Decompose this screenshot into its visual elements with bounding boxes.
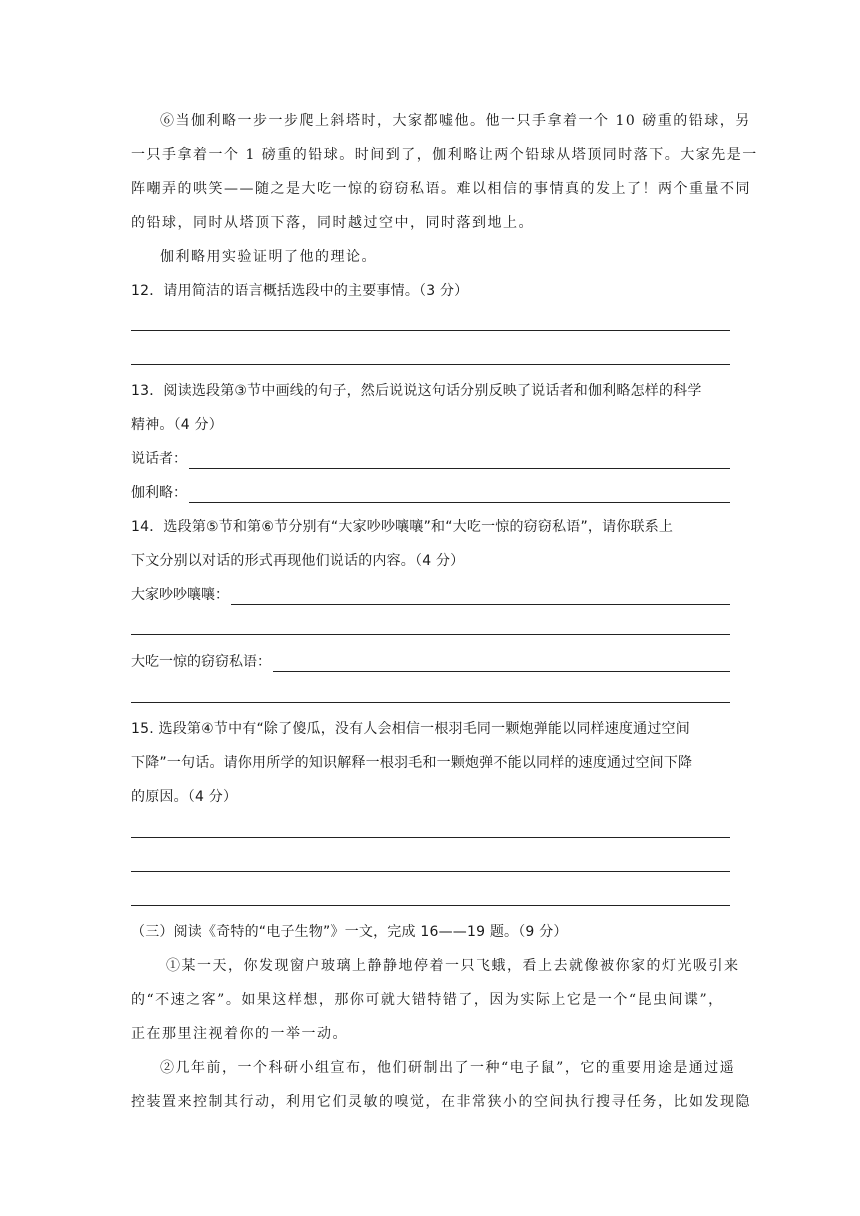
q13-galileo-answer-line[interactable]: [189, 487, 730, 503]
passage-para6-line1: ⑥当伽利略一步一步爬上斜塔时，大家都嘘他。他一只手拿着一个 10 磅重的铅球，另: [160, 113, 751, 129]
question-12: 12．请用简洁的语言概括选段中的主要事情。（3 分）: [131, 283, 469, 299]
q14-noisy-answer-line-2[interactable]: [131, 634, 730, 635]
question-15-line1: 15. 选段第④节中有“除了傻瓜，没有人会相信一根羽毛同一颗炮弹能以同样速度通过空间: [131, 721, 690, 737]
q15-answer-line-2[interactable]: [131, 871, 730, 872]
q13-speaker-answer-line[interactable]: [189, 453, 730, 469]
q14-noisy-row: [131, 585, 730, 605]
q14-whisper-row: [131, 652, 730, 672]
q14-noisy-answer-line[interactable]: [231, 589, 730, 605]
section3-para1-line1: ①某一天，你发现窗户玻璃上静静地停着一只飞蛾，看上去就像被你家的灯光吸引来: [166, 958, 740, 974]
q12-answer-line-1[interactable]: [131, 330, 730, 331]
q14-whisper-label: 大吃一惊的窃窃私语：: [131, 654, 271, 670]
question-14-line2: 下文分别以对话的形式再现他们说话的内容。（4 分）: [131, 553, 465, 569]
q15-answer-line-1[interactable]: [131, 837, 730, 838]
passage-para6-line3: 阵嘲弄的哄笑——随之是大吃一惊的窃窃私语。难以相信的事情真的发上了！两个重量不同: [131, 181, 751, 197]
q12-answer-line-2[interactable]: [131, 364, 730, 365]
question-14-line1: 14．选段第⑤节和第⑥节分别有“大家吵吵嚷嚷”和“大吃一惊的窃窃私语”，请你联系上: [131, 519, 674, 535]
question-15-line3: 的原因。（4 分）: [131, 789, 238, 805]
question-15-line2: 下降”一句话。请你用所学的知识解释一根羽毛和一颗炮弹不能以同样的速度通过空间下降: [131, 755, 693, 771]
q13-speaker-row: [131, 449, 730, 469]
section3-para2-line1: ②几年前，一个科研小组宣布，他们研制出了一种“电子鼠”，它的重要用途是通过遥: [160, 1060, 736, 1076]
passage-para6-line2: 一只手拿着一个 1 磅重的铅球。时间到了，伽利略让两个铅球从塔顶同时落下。大家先是一: [131, 147, 758, 163]
section3-para2-line2: 控装置来控制其行动，利用它们灵敏的嗅觉，在非常狭小的空间执行搜寻任务，比如发现隐: [131, 1094, 751, 1110]
section3-heading: （三）阅读《奇特的“电子生物”》一文，完成 16——19 题。（9 分）: [131, 924, 568, 940]
q13-speaker-label: 说话者：: [131, 451, 187, 467]
q13-galileo-row: [131, 483, 730, 503]
passage-para6-line4: 的铅球，同时从塔顶下落，同时越过空中，同时落到地上。: [131, 215, 534, 231]
question-13-line2: 精神。（4 分）: [131, 417, 223, 433]
q14-whisper-answer-line-2[interactable]: [131, 702, 730, 703]
q14-noisy-label: 大家吵吵嚷嚷：: [131, 587, 229, 603]
q13-galileo-label: 伽利略：: [131, 485, 187, 501]
q14-whisper-answer-line[interactable]: [273, 656, 730, 672]
question-13-line1: 13．阅读选段第③节中画线的句子，然后说说这句话分别反映了说话者和伽利略怎样的科学: [131, 383, 702, 399]
section3-para1-line3: 正在那里注视着你的一举一动。: [131, 1026, 348, 1042]
section3-para1-line2: 的“不速之客”。如果这样想，那你可就大错特错了，因为实际上它是一个“昆虫间谍”，: [131, 992, 724, 1008]
passage-para7: 伽利略用实验证明了他的理论。: [160, 249, 377, 265]
q15-answer-line-3[interactable]: [131, 905, 730, 906]
